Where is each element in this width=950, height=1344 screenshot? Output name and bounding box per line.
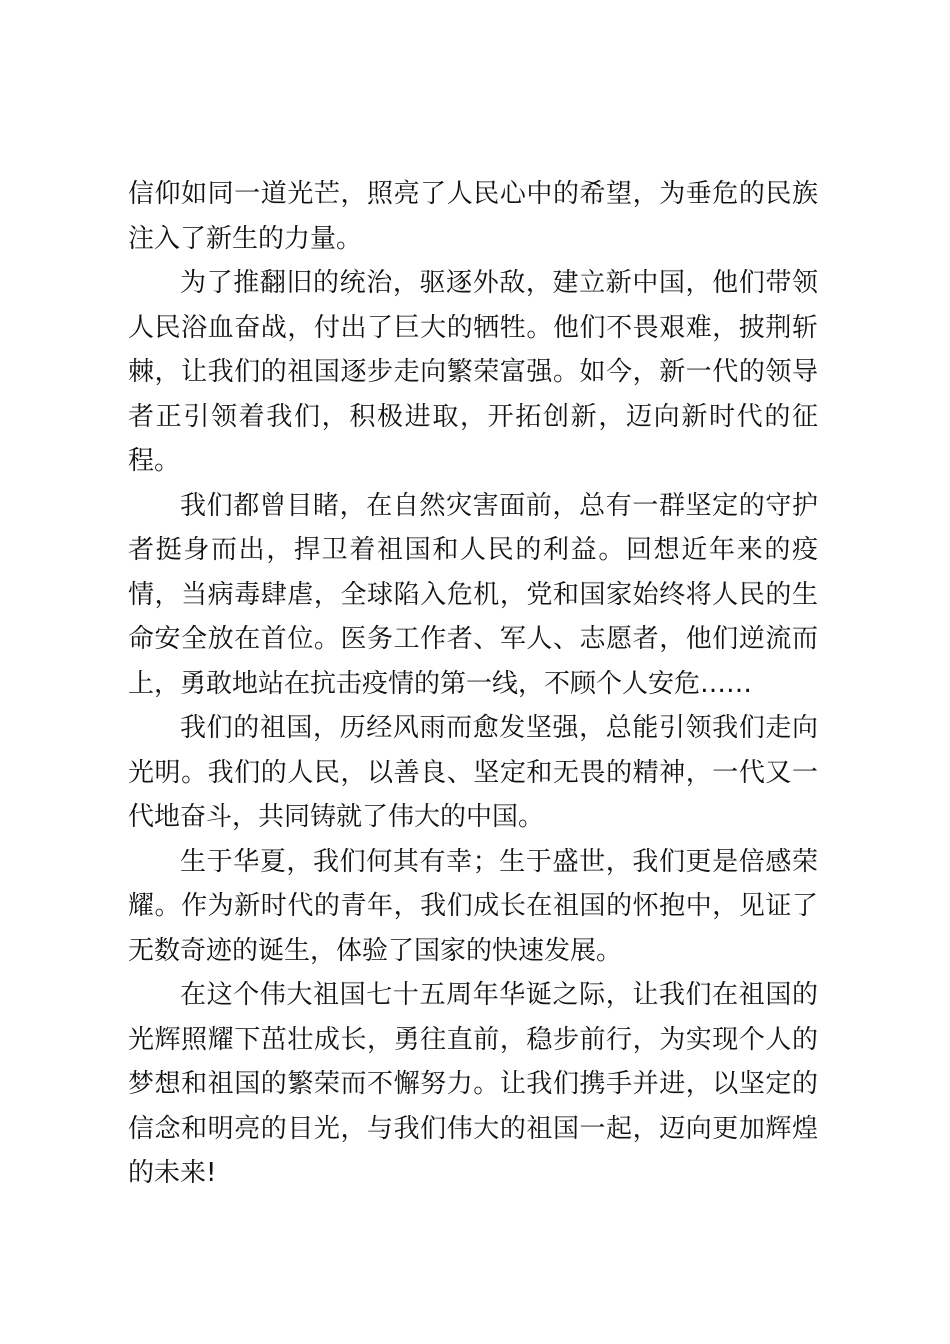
paragraph-3: 我们都曾目睹，在自然灾害面前，总有一群坚定的守护者挺身而出，捍卫着祖国和人民的利益。回想近年来的疫情，当病毒肆虐，全球陷入危机，党和国家始终将人民的生命安全放在首位。医务工作者、军人、志愿者，他们逆流而上，勇敢地站在抗击疫情的第一线，不顾个人安危…… [128, 490, 818, 699]
paragraph-4: 我们的祖国，历经风雨而愈发坚强，总能引领我们走向光明。我们的人民，以善良、坚定和无畏的精神，一代又一代地奋斗，共同铸就了伟大的中国。 [128, 713, 818, 832]
paragraph-2: 为了推翻旧的统治，驱逐外敌，建立新中国，他们带领人民浴血奋战，付出了巨大的牺牲。他们不畏艰难，披荆斩棘，让我们的祖国逐步走向繁荣富强。如今，新一代的领导者正引领着我们，积极进取，开拓创新，迈向新时代的征程。 [128, 268, 818, 476]
paragraph-5: 生于华夏，我们何其有幸；生于盛世，我们更是倍感荣耀。作为新时代的青年，我们成长在祖国的怀抱中，见证了无数奇迹的诞生，体验了国家的快速发展。 [128, 846, 818, 966]
document-body [128, 172, 818, 1196]
paragraph-6: 在这个伟大祖国七十五周年华诞之际，让我们在祖国的光辉照耀下茁壮成长，勇往直前，稳步前行，为实现个人的梦想和祖国的繁荣而不懈努力。让我们携手并进，以坚定的信念和明亮的目光，与我们伟大的祖国一起，迈向更加辉煌的未来! [128, 980, 818, 1188]
paragraph-1: 信仰如同一道光芒，照亮了人民心中的希望，为垂危的民族注入了新生的力量。 [128, 179, 818, 254]
